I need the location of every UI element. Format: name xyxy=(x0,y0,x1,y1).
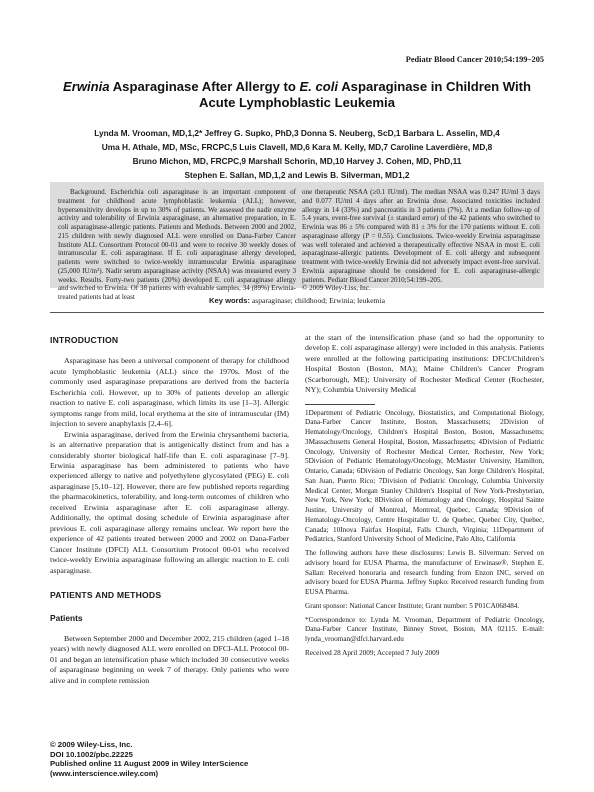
footnote-divider xyxy=(305,404,375,405)
received-dates: Received 28 April 2009; Accepted 7 July 2009 xyxy=(305,648,440,657)
left-column xyxy=(50,333,289,686)
footer-doi: DOI 10.1002/pbc.22225 xyxy=(50,749,133,759)
author-line-4: Stephen E. Sallan, MD,1,2 and Lewis B. Silverman, MD1,2 xyxy=(184,170,410,180)
methods-heading: PATIENTS AND METHODS xyxy=(50,589,162,600)
correspondence: *Correspondence to: Lynda M. Vrooman, Department of Pediatric Oncology, Dana-Farber Cancer Institute, Binney Street, Boston, MA 02115. E-mail: lynda_vrooman@dfci.harvard.edu xyxy=(305,615,544,644)
abstract-copyright: © 2009 Wiley-Liss, Inc. xyxy=(302,284,371,293)
grant-sponsor: Grant sponsor: National Cancer Institute; Grant number: 5 P01CA068484. xyxy=(305,601,520,610)
right-paragraph-1: at the start of the intensification phase (and so had the opportunity to develop E. coli asparaginase allergy) were included in this analysis. Patients were enrolled at the following participating institutions: DFCI/Children's Hospital Boston (Boston, MA); Maine Children's Cancer Program (Scarborough, ME); University of Rochester Medical Center (Rochester, NY); Columbia University Medical xyxy=(305,333,544,395)
keywords xyxy=(50,296,544,305)
title-ecoli: E. coli xyxy=(299,79,339,94)
footer-site: (www.interscience.wiley.com) xyxy=(50,768,159,778)
keywords-text: asparaginase; childhood; Erwinia; leukemia xyxy=(251,296,385,305)
patients-heading: Patients xyxy=(50,613,83,624)
author-list xyxy=(50,126,544,182)
intro-paragraph-1: Asparaginase has been a universal component of therapy for childhood acute lymphoblastic leukemia (ALL) since the 1970s. Most of the commonly used asparaginase preparations are derived from the bacteria Escherichia coli. However, up to 30% of patients develop an allergic reaction to native E. coli asparaginase, which limits its use [1–3]. Allergic symptoms range from mild, local erythema at the site of intramuscular (IM) injection to severe anaphylaxis [2,4–6]. xyxy=(50,356,289,429)
author-line-1: Lynda M. Vrooman, MD,1,2* Jeffrey G. Supko, PhD,3 Donna S. Neuberg, ScD,1 Barbara L. Asselin, MD,4 xyxy=(94,128,500,138)
article-title xyxy=(50,79,544,111)
footer-published: Published online 11 August 2009 in Wiley InterScience xyxy=(50,759,249,768)
keywords-divider xyxy=(50,312,544,313)
keywords-label: Key words: xyxy=(209,296,250,305)
abstract-left-column: Background. Escherichia coli asparaginase is an important component of treatment for childhood acute lymphoblastic leukemia (ALL); however, hypersensitivity develops in up to 30% of patients. We assessed the nadir enzyme activity and tolerability of Erwinia asparaginase, an alternative preparation, in E. coli asparaginase-allergic patients. Patients and Methods. Between 2000 and 2002, 215 children with newly diagnosed ALL were enrolled on Dana-Farber Cancer Institute ALL Consortium Protocol 00-01 and were to receive 30 weekly doses of intramuscular E. coli asparaginase. If E. coli asparaginase allergy developed, patients were switched to twice-weekly intramuscular Erwinia asparaginase (25,000 IU/m²). Nadir serum asparaginase activity (NSAA) was measured every 3 weeks. Results. Forty-two patients (20%) developed E. coli asparaginase allergy and switched to Erwinia. Of 38 patients with evaluable samples, 34 (89%) Erwinia-treated patients had at least xyxy=(58,188,296,301)
disclosures: The following authors have these disclosures: Lewis B. Silverman: Served on advisory board for EUSA Pharma, the manufacturer of Erwinase®. Stephen E. Sallan: Received honoraria and research funding from Enzon INC, served on advisory board for EUSA Pharma. Jeffrey Supko: Received research funding from EUSA Pharma. xyxy=(305,549,544,597)
abstract-right-column xyxy=(302,188,540,293)
footer-copyright: © 2009 Wiley-Liss, Inc. xyxy=(50,740,133,749)
introduction-heading: INTRODUCTION xyxy=(50,335,119,345)
author-line-3: Bruno Michon, MD, FRCPC,9 Marshall Schorin, MD,10 Harvey J. Cohen, MD, PhD,11 xyxy=(132,156,462,166)
title-middle: Asparaginase After Allergy to xyxy=(109,79,300,94)
title-erwinia: Erwinia xyxy=(63,79,110,94)
publisher-footer xyxy=(50,740,248,778)
title-end: Asparaginase in Children With Acute Lymphoblastic Leukemia xyxy=(199,79,531,110)
abstract-right-text: one therapeutic NSAA (≥0.1 IU/ml). The median NSAA was 0.247 IU/ml 3 days and 0.077 IU/ml 4 days after an Erwinia dose. Associated toxicities included allergy in 14 (33%) and pancreatitis in 3 patients (7%). At a median follow-up of 5.4 years, event-free survival (± standard error) of the 42 patients who switched to Erwinia was 86 ± 5% compared with 81 ± 3% for the 170 patients without E. coli asparaginase allergy (P = 0.55). Conclusions. Twice-weekly Erwinia asparaginase was well tolerated and achieved a therapeutically effective NSAA in most E. coli asparaginase-allergic patients. Development of E. coli allergy and subsequent treatment with twice-weekly Erwinia did not adversely impact event-free survival. Erwinia asparaginase should be considered for E. coli asparaginase-allergic patients. Pediatr Blood Cancer 2010;54:199–205. xyxy=(302,188,540,284)
patients-paragraph-1: Between September 2000 and December 2002, 215 children (aged 1–18 years) with newly diagnosed ALL were enrolled on DFCI-ALL Protocol 00-01 and began an intensification phase which included 30 consecutive weeks of asparaginase beginning on week 7 of therapy. Only patients who were alive and in complete remission xyxy=(50,633,289,685)
author-line-2: Uma H. Athale, MD, MSc, FRCPC,5 Luis Clavell, MD,6 Kara M. Kelly, MD,7 Caroline Laverdière, MD,8 xyxy=(101,142,493,152)
intro-paragraph-2: Erwinia asparaginase, derived from the Erwinia chrysanthemi bacteria, is an alternative preparation that is antigenically distinct from and has a considerably shorter biological half-life than E. coli asparaginase [7–9]. Erwinia asparaginase has been administered to patients who have experienced allergy to native and polyethylene glycosylated (PEG) E. coli asparaginase [5,10–12]. However, there are few published reports regarding the pharmacokinetics, tolerability, and long-term outcomes of children who received Erwinia asparaginase after E. coli asparaginase allergy. Additionally, the optimal dosing schedule of Erwinia asparaginase after previous E. coli asparaginase allergy remains unclear. We report here the experience of 42 patients treated between 2000 and 2002 on Dana-Farber Cancer Institute (DFCI) ALL Consortium Protocol 00-01 who received twice-weekly Erwinia asparaginase following an allergic reaction to E. coli asparaginase. xyxy=(50,429,289,575)
affiliations: 1Department of Pediatric Oncology, Biostatistics, and Computational Biology, Dana-Farber Cancer Institute, Boston, Massachusetts; 2Division of Hematology/Oncology, Children's Hospital Boston, Boston, Massachusetts; 3Massachusetts General Hospital, Boston, Massachusetts; 4Division of Pediatric Oncology, University of Rochester Medical Center, Rochester, New York; 5Division of Pediatric Hematology/Oncology, McMaster University, Hamilton, Ontario, Canada; 6Division of Pediatric Oncology, San Jorge Children's Hospital, San Juan, Puerto Rico; 7Division of Pediatric Oncology, Columbia University Medical Center, Morgan Stanley Children's Hospital of New York-Presbyterian, New York, New York; 8Division of Hematology and Oncology, Hospital Sainte Justine, University of Montreal, Montreal, Quebec, Canada; 9Division of Hematology-Oncology, Centre Hospitalier U. de Quebec, Quebec City, Quebec, Canada; 10Inova Fairfax Hospital, Falls Church, Virginia; 11Department of Pediatrics, Stanford University School of Medicine, Palo Alto, California xyxy=(305,408,544,544)
right-column xyxy=(305,333,544,659)
journal-reference: Pediatr Blood Cancer 2010;54:199–205 xyxy=(405,55,544,64)
